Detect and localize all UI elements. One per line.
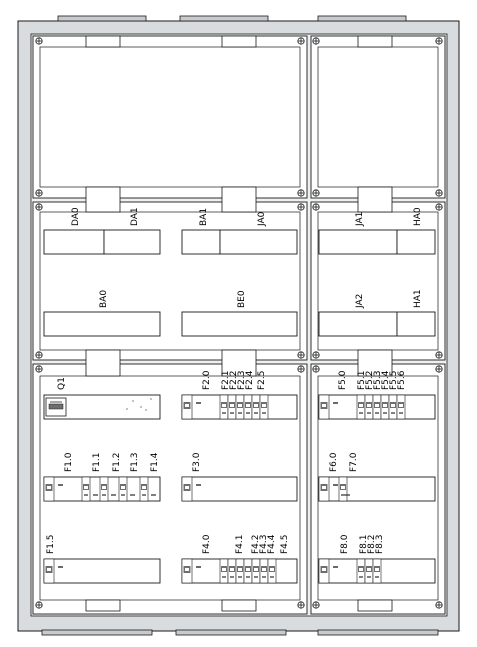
label-ha1: HA1 — [413, 289, 423, 308]
screw-icon — [436, 352, 442, 358]
rail-f6-f7 — [319, 477, 435, 501]
screw-icon — [436, 190, 442, 196]
label-f4-0: F4.0 — [202, 534, 212, 554]
mcb-f8-1 — [357, 559, 365, 583]
screw-icon — [298, 366, 304, 372]
label-ba0: BA0 — [99, 289, 109, 308]
label-f1-0: F1.0 — [64, 452, 74, 472]
mcb-f2-2 — [228, 395, 236, 419]
mcb-f5-2 — [365, 395, 373, 419]
screw-icon — [313, 204, 319, 210]
screw-icon — [298, 190, 304, 196]
mcb-f5-3 — [373, 395, 381, 419]
label-f1-4: F1.4 — [150, 452, 160, 472]
label-f5-6: F5.6 — [397, 370, 407, 390]
label-f1-5: F1.5 — [46, 534, 56, 554]
label-f6-0: F6.0 — [329, 452, 339, 472]
label-da1: DA1 — [130, 207, 140, 226]
rail-f3 — [182, 477, 297, 501]
mcb-f4-5 — [252, 559, 260, 583]
screw-icon — [298, 38, 304, 44]
mcb-f5-4 — [381, 395, 389, 419]
top-right-blank-panel — [311, 36, 445, 198]
label-f4-4: F4.4 — [267, 534, 277, 554]
label-f2-3: F2.3 — [237, 370, 247, 390]
mcb-f2-1 — [220, 395, 228, 419]
label-q1: Q1 — [57, 377, 67, 390]
outlet-module-da1 — [104, 230, 160, 254]
mcb-f4-1 — [220, 559, 228, 583]
screw-icon — [436, 38, 442, 44]
label-da0: DA0 — [71, 207, 81, 226]
mcb-f5-1 — [357, 395, 365, 419]
mcb-f1-4 — [140, 477, 148, 501]
screw-icon — [36, 602, 42, 608]
label-f8-2: F8.2 — [367, 534, 377, 554]
label-f2-2: F2.2 — [229, 370, 239, 390]
screw-icon — [36, 366, 42, 372]
label-f2-1: F2.1 — [221, 370, 231, 390]
screw-icon — [36, 190, 42, 196]
outlet-module-be0 — [182, 312, 297, 336]
label-f5-3: F5.3 — [373, 370, 383, 390]
label-f1-3: F1.3 — [130, 452, 140, 472]
label-f4-5: F4.5 — [280, 534, 290, 554]
label-f8-0: F8.0 — [340, 534, 350, 554]
outlet-module-ja2 — [319, 312, 397, 336]
label-f5-4: F5.4 — [381, 370, 391, 390]
mcb-f2-5 — [252, 395, 260, 419]
label-ja1: JA1 — [355, 211, 365, 226]
outlet-module-ha0 — [397, 230, 435, 254]
screw-icon — [36, 38, 42, 44]
screw-icon — [298, 204, 304, 210]
outlet-module-da0 — [44, 230, 104, 254]
screw-icon — [313, 602, 319, 608]
label-f4-1: F4.1 — [235, 534, 245, 554]
outlet-module-ba1 — [182, 230, 220, 254]
screw-icon — [436, 204, 442, 210]
mcb-f2-6 — [260, 395, 268, 419]
label-ha0: HA0 — [413, 207, 423, 226]
mcb-f4-7 — [268, 559, 276, 583]
mcb-f2-4 — [244, 395, 252, 419]
mcb-f2-3 — [236, 395, 244, 419]
outlet-module-ja0 — [220, 230, 297, 254]
label-f2-4: F2.4 — [245, 370, 255, 390]
label-be0: BE0 — [237, 290, 247, 308]
label-f2-5: F2.5 — [257, 370, 267, 390]
screw-icon — [436, 366, 442, 372]
label-f4-3: F4.3 — [259, 534, 269, 554]
screw-icon — [313, 38, 319, 44]
indicator-dot — [132, 400, 133, 401]
mcb-f1-3 — [119, 477, 127, 501]
outlet-module-ja1 — [319, 230, 397, 254]
screw-icon — [436, 602, 442, 608]
screw-icon — [313, 190, 319, 196]
screw-icon — [298, 602, 304, 608]
mcb-f5-6 — [397, 395, 405, 419]
outlet-module-ha1 — [397, 312, 435, 336]
label-ja0: JA0 — [257, 211, 267, 226]
indicator-dot — [145, 409, 146, 410]
label-ba1: BA1 — [199, 207, 209, 226]
mcb-f1-2 — [100, 477, 108, 501]
label-f5-1: F5.1 — [357, 370, 367, 390]
rail-f1-5 — [44, 559, 160, 583]
label-f1-2: F1.2 — [112, 452, 122, 472]
top-left-blank-panel — [33, 36, 307, 198]
mcb-f1-1 — [82, 477, 90, 501]
label-f5-2: F5.2 — [365, 370, 375, 390]
label-f1-1: F1.1 — [92, 452, 102, 472]
mcb-f4-2 — [228, 559, 236, 583]
mcb-f4-3 — [236, 559, 244, 583]
label-f5-5: F5.5 — [389, 370, 399, 390]
screw-icon — [298, 352, 304, 358]
label-f5-0: F5.0 — [338, 370, 348, 390]
label-f8-3: F8.3 — [375, 534, 385, 554]
label-f8-1: F8.1 — [359, 534, 369, 554]
label-ja2: JA2 — [355, 293, 365, 308]
indicator-dot — [150, 398, 151, 399]
label-f4-2: F4.2 — [251, 534, 261, 554]
label-f2-0: F2.0 — [202, 370, 212, 390]
screw-icon — [36, 352, 42, 358]
outlet-module-ba0 — [44, 312, 160, 336]
label-f7-0: F7.0 — [349, 452, 359, 472]
mcb-f8-2 — [365, 559, 373, 583]
mcb-f7-0 — [339, 477, 347, 501]
label-f3-0: F3.0 — [192, 452, 202, 472]
mcb-f5-5 — [389, 395, 397, 419]
mcb-f4-6 — [260, 559, 268, 583]
screw-icon — [313, 366, 319, 372]
screw-icon — [313, 352, 319, 358]
indicator-dot — [140, 406, 141, 407]
screw-icon — [36, 204, 42, 210]
mcb-f4-4 — [244, 559, 252, 583]
mcb-f8-3 — [373, 559, 381, 583]
indicator-dot — [126, 408, 127, 409]
